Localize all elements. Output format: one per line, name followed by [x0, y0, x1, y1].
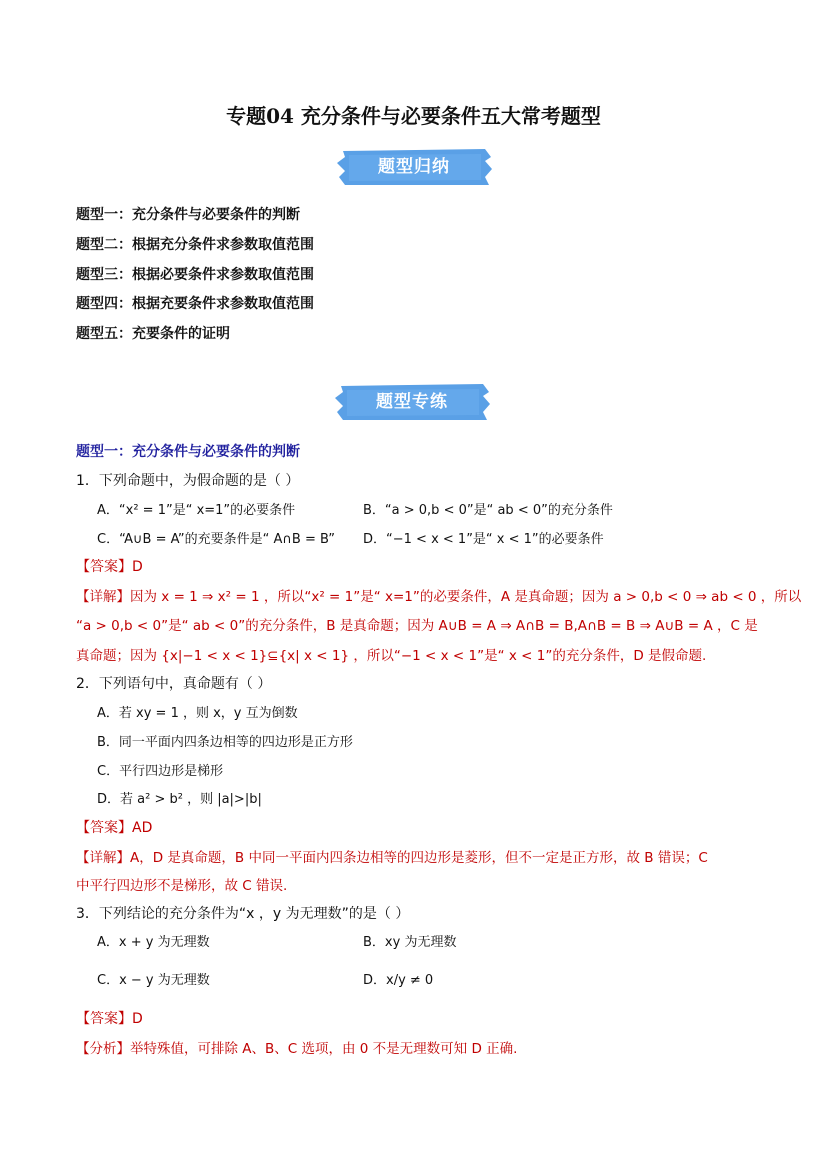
analysis-label: 【分析】: [76, 1041, 130, 1057]
answer-label: 【答案】: [76, 1011, 132, 1027]
page-title: 专题04 充分条件与必要条件五大常考题型: [226, 104, 601, 128]
answer-value: AD: [132, 820, 153, 836]
q3-option-b: B．xy 为无理数: [363, 935, 457, 950]
q1-option-b: B．“a > 0,b < 0”是“ ab < 0”的充分条件: [363, 503, 613, 518]
banner-practice-label: 题型专练: [376, 392, 448, 412]
q1-stem: 1．下列命题中，为假命题的是（ ）: [76, 473, 300, 489]
q2-stem: 2．下列语句中，真命题有（ ）: [76, 676, 272, 692]
q1-detail-line-2: “a > 0,b < 0”是“ ab < 0”的充分条件，B 是真命题；因为 A∪B = A ⇒ A∩B = B,A∩B = B ⇒ A∪B = A ，C 是: [76, 618, 758, 634]
q2-answer: [76, 817, 152, 837]
q2-option-b: B．同一平面内四条边相等的四边形是正方形: [97, 735, 353, 750]
banner-summary: [335, 147, 493, 187]
q3-option-d: D．x/y ≠ 0: [363, 973, 434, 988]
q1-answer: [76, 556, 143, 576]
section-title: 题型一：充分条件与必要条件的判断: [76, 444, 300, 460]
toc-item-1: 题型一：充分条件与必要条件的判断: [76, 207, 300, 223]
detail-text: 因为 x = 1 ⇒ x² = 1 ，所以“x² = 1”是“ x=1”的必要条件，A 是真命题；因为 a > 0,b < 0 ⇒ ab < 0 ，所以: [130, 589, 802, 605]
q2-detail-line-1: [76, 846, 708, 866]
detail-label: 【详解】: [76, 589, 130, 605]
analysis-text: 举特殊值，可排除 A、B、C 选项，由 0 不是无理数可知 D 正确.: [130, 1041, 518, 1057]
banner-summary-label: 题型归纳: [378, 157, 450, 177]
toc-item-3: 题型三：根据必要条件求参数取值范围: [76, 267, 314, 283]
answer-value: D: [132, 1011, 143, 1027]
q3-analysis: [76, 1037, 517, 1057]
q1-option-d: D．“−1 < x < 1”是“ x < 1”的必要条件: [363, 532, 604, 547]
toc-item-2: 题型二：根据充分条件求参数取值范围: [76, 237, 314, 253]
answer-label: 【答案】: [76, 559, 132, 575]
q2-option-d: D．若 a² > b² ，则 |a|>|b|: [97, 792, 262, 807]
q2-detail-line-2: 中平行四边形不是梯形，故 C 错误.: [76, 878, 288, 894]
q1-option-c: C．“A∪B = A”的充要条件是“ A∩B = B”: [97, 532, 335, 547]
q1-detail-line-3: 真命题；因为 {x|−1 < x < 1}⊆{x| x < 1} ，所以“−1 < x < 1”是“ x < 1”的充分条件，D 是假命题.: [76, 648, 707, 664]
toc-item-5: 题型五：充要条件的证明: [76, 326, 230, 342]
q2-option-c: C．平行四边形是梯形: [97, 764, 224, 779]
q1-detail-line-1: [76, 585, 801, 605]
q2-option-a: A．若 xy = 1 ，则 x，y 互为倒数: [97, 706, 298, 721]
answer-label: 【答案】: [76, 820, 132, 836]
toc-item-4: 题型四：根据充要条件求参数取值范围: [76, 296, 314, 312]
q3-option-a: A．x + y 为无理数: [97, 935, 210, 950]
q3-option-c: C．x − y 为无理数: [97, 973, 210, 988]
detail-label: 【详解】: [76, 850, 130, 866]
q1-option-a: A．“x² = 1”是“ x=1”的必要条件: [97, 503, 296, 518]
q3-answer: [76, 1008, 143, 1028]
answer-value: D: [132, 559, 143, 575]
banner-practice: [333, 382, 491, 422]
detail-text: A，D 是真命题，B 中同一平面内四条边相等的四边形是菱形，但不一定是正方形，故 B 错误；C: [130, 850, 708, 866]
q3-stem: 3．下列结论的充分条件为“x ，y 为无理数”的是（ ）: [76, 906, 410, 922]
